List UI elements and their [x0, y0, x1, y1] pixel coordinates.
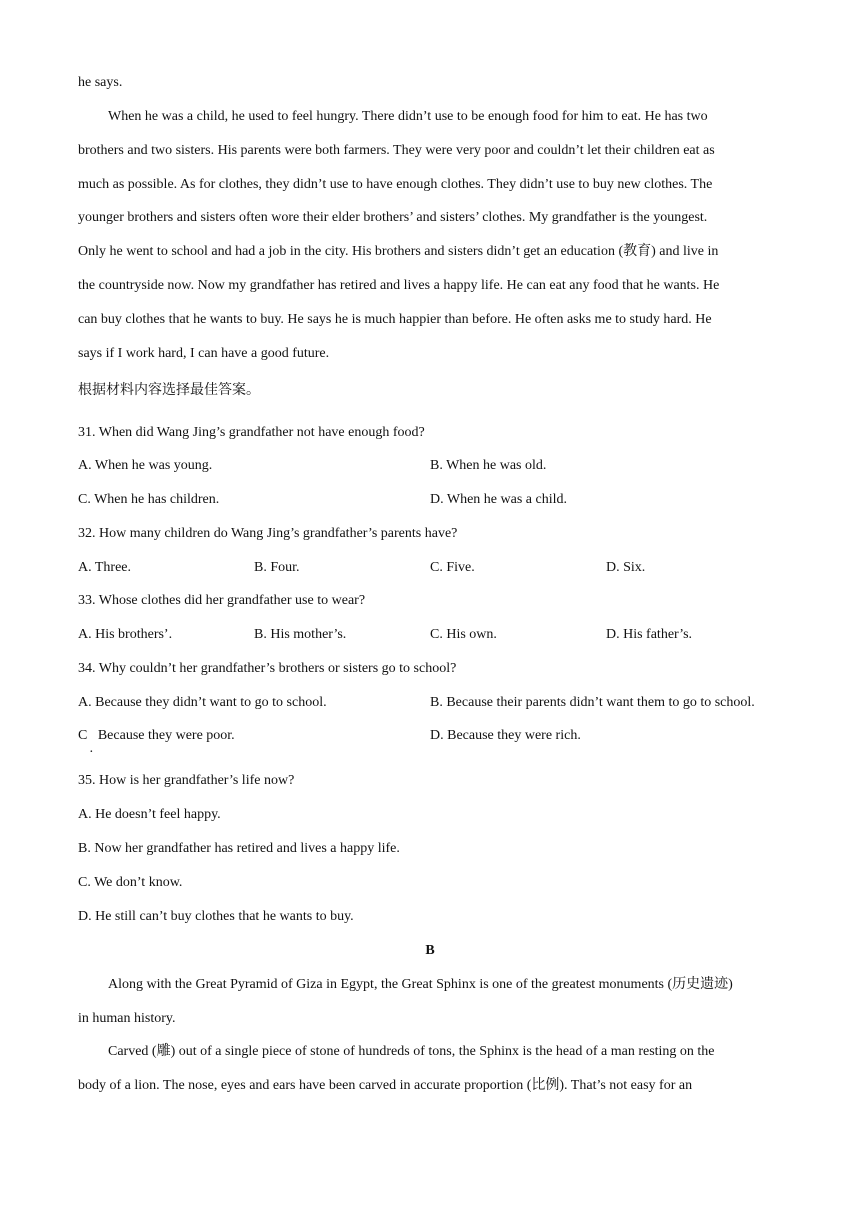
option-a[interactable]: A. Three. [78, 560, 131, 575]
passage-a-line: he says. [78, 75, 123, 90]
passage-a-line: brothers and two sisters. His parents were both farmers. They were very poor and couldn’t let their children eat as [78, 143, 715, 158]
passage-b-line: body of a lion. The nose, eyes and ears have been carved in accurate proportion (比例). That’s not easy for an [78, 1078, 693, 1093]
passage-a-line: Only he went to school and had a job in the city. His brothers and sisters didn’t get an education (教育) and live in [78, 244, 719, 259]
option-c[interactable]: C. Five. [430, 560, 475, 575]
passage-b-line: Carved (雕) out of a single piece of stone of hundreds of tons, the Sphinx is the head of a man resting on the [108, 1044, 715, 1059]
option-c[interactable]: C. We don’t know. [78, 875, 183, 890]
stray-dot-mark: · [89, 745, 94, 760]
option-c[interactable]: C. When he has children. [78, 492, 220, 507]
question-stem: 31. When did Wang Jing’s grandfather not have enough food? [78, 425, 425, 440]
option-a[interactable]: A. His brothers’. [78, 627, 173, 642]
option-d[interactable]: D. When he was a child. [430, 492, 567, 507]
option-d[interactable]: D. Six. [606, 560, 646, 575]
option-d[interactable]: D. Because they were rich. [430, 728, 581, 743]
option-a[interactable]: A. When he was young. [78, 458, 213, 473]
option-d[interactable]: D. His father’s. [606, 627, 693, 642]
passage-b-line: in human history. [78, 1011, 176, 1026]
option-b[interactable]: B. Four. [254, 560, 300, 575]
question-stem: 32. How many children do Wang Jing’s grandfather’s parents have? [78, 526, 458, 541]
passage-a-line: When he was a child, he used to feel hungry. There didn’t use to be enough food for him to eat. He has two [108, 109, 708, 124]
question-stem: 34. Why couldn’t her grandfather’s brothers or sisters go to school? [78, 661, 457, 676]
option-c[interactable]: C. His own. [430, 627, 497, 642]
passage-a-line: the countryside now. Now my grandfather has retired and lives a happy life. He can eat any food that he wants. He [78, 278, 720, 293]
question-stem: 35. How is her grandfather’s life now? [78, 773, 295, 788]
passage-a-line: younger brothers and sisters often wore their elder brothers’ and sisters’ clothes. My grandfather is the youngest. [78, 210, 708, 225]
instruction: 根据材料内容选择最佳答案。 [78, 383, 260, 398]
question-stem: 33. Whose clothes did her grandfather use to wear? [78, 593, 366, 608]
section-heading: B [425, 943, 435, 958]
option-b[interactable]: B. When he was old. [430, 458, 547, 473]
option-c[interactable]: C Because they were poor. [78, 728, 235, 743]
option-d[interactable]: D. He still can’t buy clothes that he wants to buy. [78, 909, 354, 924]
option-b[interactable]: B. Because their parents didn’t want them to go to school. [430, 695, 755, 710]
passage-a-line: says if I work hard, I can have a good future. [78, 346, 330, 361]
passage-a-line: can buy clothes that he wants to buy. He says he is much happier than before. He often asks me to study hard. He [78, 312, 712, 327]
option-b[interactable]: B. His mother’s. [254, 627, 347, 642]
passage-a-line: much as possible. As for clothes, they didn’t use to have enough clothes. They didn’t use to buy new clothes. The [78, 177, 713, 192]
passage-b-line: Along with the Great Pyramid of Giza in Egypt, the Great Sphinx is one of the greatest monuments (历史遗迹) [108, 977, 733, 992]
option-b[interactable]: B. Now her grandfather has retired and lives a happy life. [78, 841, 400, 856]
option-a[interactable]: A. Because they didn’t want to go to school. [78, 695, 327, 710]
option-a[interactable]: A. He doesn’t feel happy. [78, 807, 221, 822]
